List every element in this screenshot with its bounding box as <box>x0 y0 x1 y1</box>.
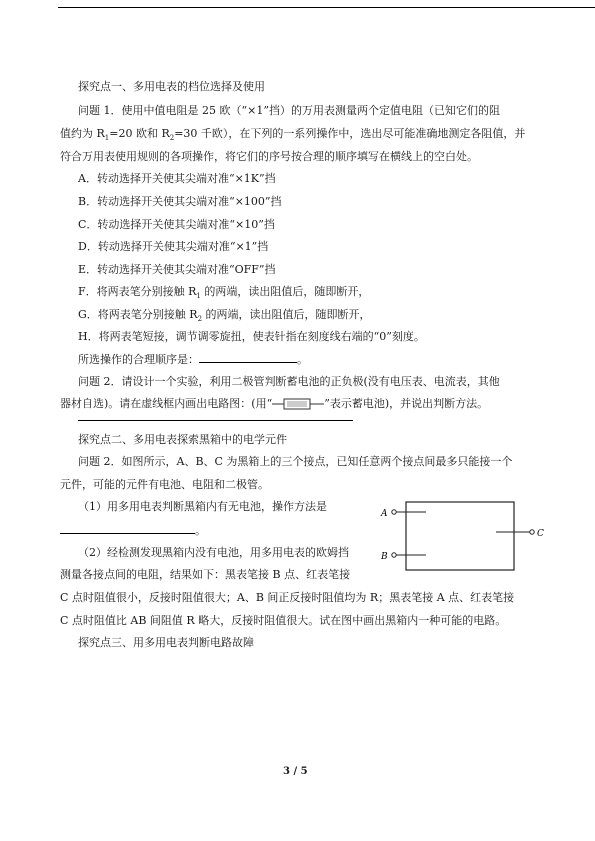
s2-sub2-line1: （2）经检测发现黑箱内没有电池，用多用电表的欧姆挡 <box>78 546 349 559</box>
option-h: H．将两表笔短接，调节调零旋扭，使表针指在刻度线右端的“0”刻度。 <box>78 330 425 343</box>
section3-title: 探究点三、用多用电表判断电路故障 <box>78 636 254 649</box>
terminal-c-node <box>530 530 534 534</box>
s2-sub1: （1）用多用电表判断黑箱内有无电池，操作方法是 <box>78 500 327 513</box>
option-f: F．将两表笔分别接触 $R_1$ 的两端，读出阻值后，随即断开， <box>78 285 370 301</box>
answer-line: 所选操作的合理顺序是： 。 <box>78 353 308 366</box>
s2-sub2-line2: 测量各接点间的电阻，结果如下：黑表笔接 B 点、红表笔接 <box>60 568 351 581</box>
s2-q-line1: 问题 2．如图所示，A、B、C 为黑箱上的三个接点，已知任意两个接点间最多只能接一个 <box>78 455 513 468</box>
method-blank[interactable] <box>60 523 195 534</box>
section1-title: 探究点一、多用电表的档位选择及使用 <box>78 80 265 93</box>
q2-line1: 问题 2．请设计一个实验，利用二极管判断蓄电池的正负极(没有电压表、电流表，其他 <box>78 375 500 388</box>
label-c: C <box>537 529 544 539</box>
option-c: C．转动选择开关使其尖端对准“×10”挡 <box>78 218 275 231</box>
option-g: G．将两表笔分别接触 $R_2$ 的两端，读出阻值后，随即断开， <box>78 308 371 324</box>
q2-line2: 器材自选)。请在虚线框内画出电路图：(用“ ”表示蓄电池)，并说出判断方法。 <box>60 397 489 410</box>
label-a: A <box>381 509 388 519</box>
answer-blank[interactable] <box>199 352 297 363</box>
battery-icon <box>272 398 324 410</box>
option-a: A．转动选择开关使其尖端对准“×1K”挡 <box>78 172 276 185</box>
s2-sub1-answer: 。 <box>60 523 206 538</box>
terminal-a-node <box>392 510 396 514</box>
section2-title: 探究点二、多用电表探索黑箱中的电学元件 <box>78 433 287 446</box>
label-b: B <box>381 552 388 562</box>
option-e: E．转动选择开关使其尖端对准“OFF”挡 <box>78 263 276 276</box>
option-d: D．转动选择开关使其尖端对准“×1”挡 <box>78 240 269 253</box>
option-b: B．转动选择开关使其尖端对准“×100”挡 <box>78 195 282 208</box>
header-rule <box>58 7 595 8</box>
s2-q-line2: 元件，可能的元件有电池、电阻和二极管。 <box>60 478 269 491</box>
q1-line1: 问题 1．使用中值电阻是 25 欧（“×1”挡）的万用表测量两个定值电阻（已知它们的阻 <box>78 104 500 117</box>
drawing-area-rule <box>78 420 353 421</box>
q1-line2: 值约为 $R_1=20$ 欧和 $R_2=30$ 千欧），在下列的一系列操作中，选出尽可能准确地测定各阻值，并 <box>60 127 526 143</box>
q1-line3: 符合万用表使用规则的各项操作，将它们的序号按合理的顺序填写在横线上的空白处。 <box>60 150 478 163</box>
s2-sub2-line3: C 点时阻值很小，反接时阻值很大；A、B 间正反接时阻值均为 R；黑表笔接 A 点、红表笔接 <box>60 591 515 604</box>
s2-sub2-line4: C 点时阻值比 AB 间阻值 R 略大，反接时阻值很大。试在图中画出黑箱内一种可能的电路。 <box>60 614 507 627</box>
page-number: 3 / 5 <box>283 766 308 777</box>
black-box-diagram <box>378 495 548 575</box>
terminal-b-node <box>392 553 396 557</box>
